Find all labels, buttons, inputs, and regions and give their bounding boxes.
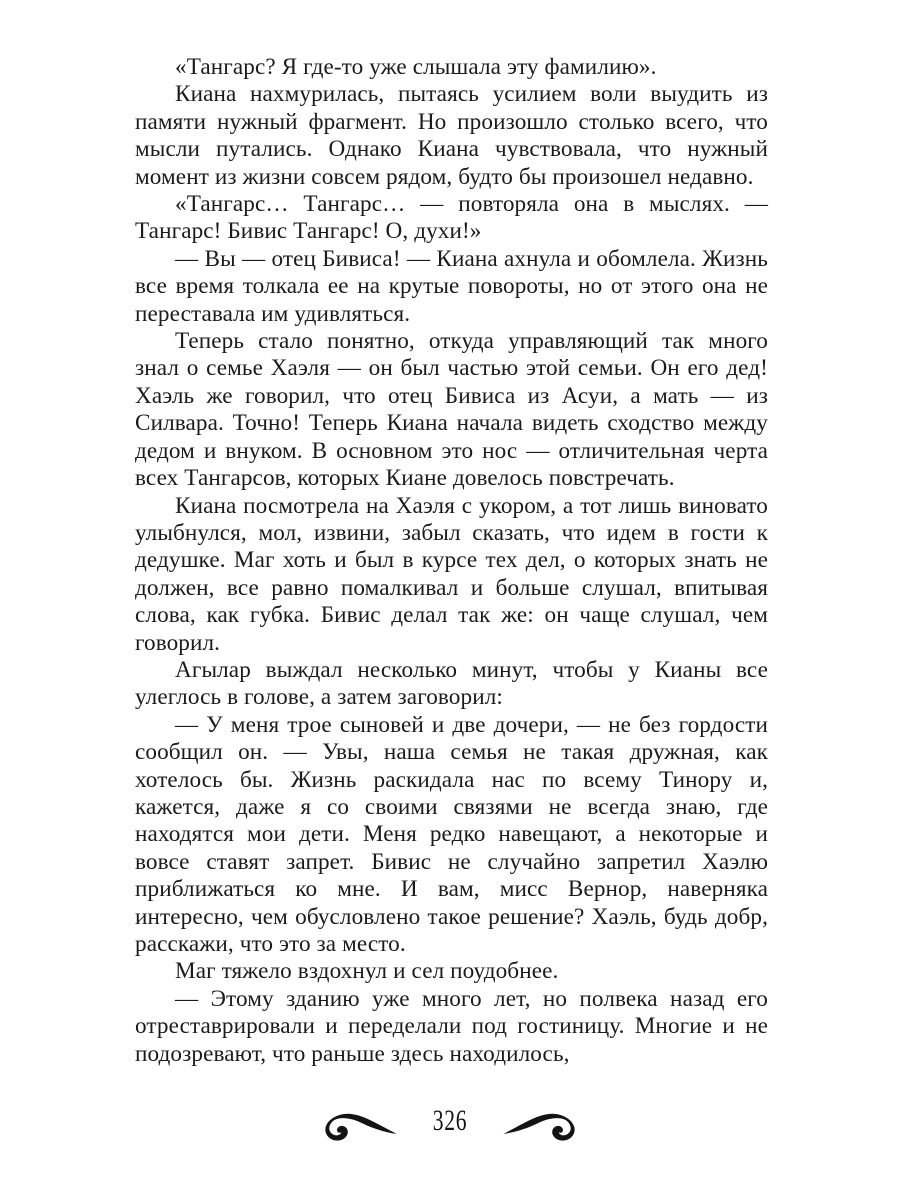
paragraph: Маг тяжело вздохнул и сел поудобнее.: [175, 958, 559, 985]
paragraph: — Этому зданию уже много лет, но полвека назад его отреставрировали и переделали под гостиницу. Многие и не подозревают, что раньше здесь находилось,: [135, 985, 768, 1067]
paragraph: Киана посмотрела на Хаэля с укором, а тот лишь виновато улыбнулся, мол, извини, забыл сказать, что идем в гости к дедушке. Маг хоть и был в курсе тех дел, о которых знать не должен, все равно помалкивал и больше слушал, впитывая слова, как губка. Бивис делал так же: он чаще слушал, чем говорил.: [135, 492, 768, 656]
paragraph: Агылар выждал несколько минут, чтобы у Кианы все улеглось в голове, а затем заговорил:: [135, 656, 768, 711]
paragraph: — У меня трое сыновей и две дочери, — не без гордости сообщил он. — Увы, наша семья не такая дружная, как хотелось бы. Жизнь раскидала нас по всему Тинору и, кажется, даже я со своими связями не всегда знаю, где находятся мои дети. Меня редко навещают, а некоторые и вовсе ставят запрет. Бивис не случайно запретил Хаэлю приближаться ко мне. И вам, мисс Вернор, наверняка интересно, чем обусловлено такое решение? Хаэль, будь добр, расскажи, что это за место.: [135, 711, 768, 957]
page-number: 326: [432, 1104, 468, 1137]
paragraph: «Тангарс? Я где-то уже слышала эту фамилию».: [175, 54, 657, 80]
page-footer: [0, 1098, 900, 1150]
paragraph: Теперь стало понятно, откуда управляющий так много знал о семье Хаэля — он был частью этой семьи. Он его дед! Хаэль же говорил, что отец Бивиса из Асуи, а мать — из Силвара. Точно! Теперь Киана начала видеть сходство между дедом и внуком. В основном это нос — отличительная черта всех Тангарсов, которых Киане довелось повстречать.: [135, 328, 768, 492]
paragraph: «Тангарс… Тангарс… — повторяла она в мыслях. — Тангарс! Бивис Тангарс! О, духи!»: [135, 191, 768, 245]
swirl-ornament-left-icon: [314, 1105, 400, 1143]
paragraph: — Вы — отец Бивиса! — Киана ахнула и обомлела. Жизнь все время толкала ее на крутые повороты, но от этого она не переставала им удивляться.: [135, 245, 768, 327]
swirl-ornament-right-icon: [500, 1105, 586, 1143]
paragraph: Киана нахмурилась, пытаясь усилием воли выудить из памяти нужный фрагмент. Но произошло столько всего, что мысли путались. Однако Киана чувствовала, что нужный момент из жизни совсем рядом, будто бы произошел недавно.: [135, 81, 768, 190]
text-block: [135, 54, 768, 1068]
